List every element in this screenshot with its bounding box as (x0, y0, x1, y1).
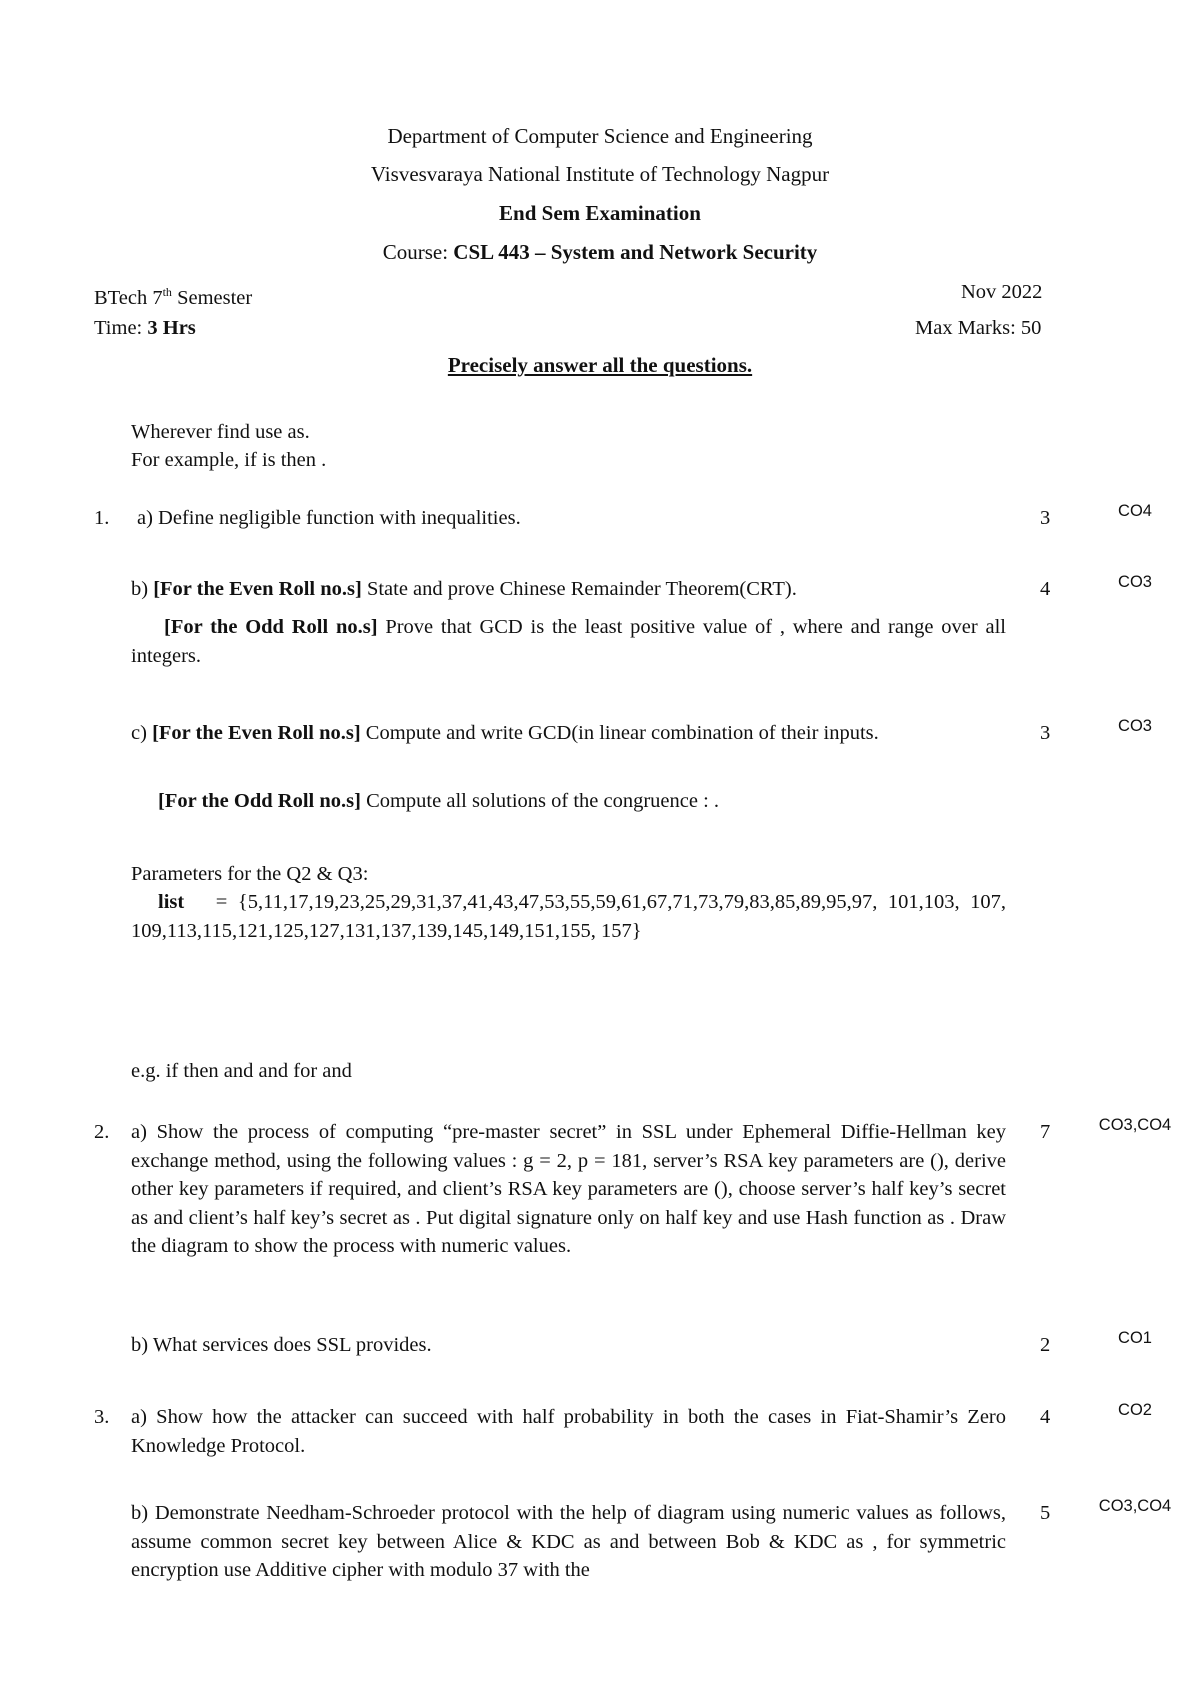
q2b-co: CO1 (1118, 1329, 1152, 1347)
q3b-co: CO3,CO4 (1098, 1497, 1172, 1515)
q1b-even-text: State and prove Chinese Remainder Theorem(CRT). (361, 578, 797, 600)
time-line (94, 314, 196, 343)
program-semester (94, 278, 252, 312)
question-1-number: 1. (94, 507, 110, 529)
params-list-label: list (158, 891, 185, 913)
department-name: Department of Computer Science and Engineering (387, 124, 813, 148)
course-line (0, 240, 1200, 265)
q1b-odd (131, 613, 1006, 670)
q1b-odd-text: Prove that GCD is the least positive value of , where and range over all integers. (131, 616, 1006, 667)
q1a-marks: 3 (1040, 507, 1051, 529)
course-prefix: Course: (382, 240, 454, 264)
instruction: Precisely answer all the questions. (447, 353, 753, 377)
q2a-text: a) Show the process of computing “pre-master secret” in SSL under Ephemeral Diffie-Hellman key exchange method, using the following values : g = 2, p = 181, server’s RSA key parameters are (), derive other key parameters if required, and client’s RSA key parameters are (), choose server’s half key’s secret as and client’s half key’s secret as . Put digital signature only on half key and use Hash function as . Draw the diagram to show the process with numeric values. (131, 1121, 1006, 1257)
q3a-text: a) Show how the attacker can succeed with half probability in both the cases in Fiat-Shamir’s Zero Knowledge Protocol. (131, 1406, 1006, 1457)
q2b-marks: 2 (1040, 1334, 1051, 1356)
q1a-co: CO4 (1118, 502, 1152, 520)
q1c-even-label: [For the Even Roll no.s] (152, 722, 361, 744)
q2a-marks: 7 (1040, 1121, 1051, 1143)
q1c-odd-label: [For the Odd Roll no.s] (158, 790, 361, 812)
note-line-1: Wherever find use as. (131, 421, 310, 443)
q1c-marks: 3 (1040, 722, 1051, 744)
time-value: 3 Hrs (147, 317, 196, 339)
params-title: Parameters for the Q2 & Q3: (131, 863, 369, 885)
program-label: BTech 7 (94, 286, 163, 309)
max-marks: Max Marks: 50 (915, 317, 1042, 339)
params-example: e.g. if then and and for and (131, 1060, 352, 1082)
q3b-marks: 5 (1040, 1502, 1051, 1524)
q3a-co: CO2 (1118, 1401, 1152, 1419)
q1b-co: CO3 (1118, 573, 1152, 591)
q1c-odd-text: Compute all solutions of the congruence : . (360, 790, 720, 812)
q3a-marks: 4 (1040, 1406, 1051, 1428)
course-name: CSL 443 – System and Network Security (453, 240, 818, 264)
question-2-number: 2. (94, 1121, 110, 1143)
exam-title: End Sem Examination (499, 201, 701, 225)
semester-sup: th (162, 285, 172, 299)
q1b-even-label: [For the Even Roll no.s] (153, 578, 362, 600)
params-list (131, 888, 1006, 945)
q1c-prefix: c) (131, 722, 153, 744)
q1c-even-text: Compute and write GCD(in linear combination of their inputs. (360, 722, 879, 744)
q1a-text: a) Define negligible function with inequalities. (137, 507, 521, 529)
q1b-odd-label: [For the Odd Roll no.s] (164, 616, 378, 638)
institute-name: Visvesvaraya National Institute of Technology Nagpur (370, 162, 830, 186)
q1c-odd (158, 787, 719, 816)
q1c-even (131, 719, 1006, 748)
params-list-values: = {5,11,17,19,23,25,29,31,37,41,43,47,53,55,59,61,67,71,73,79,83,85,89,95,97, 101,103, 107, 109,113,115,121,125,127,131,137,139,145,149,151,155, 157} (131, 891, 1006, 942)
q1b-even (131, 575, 797, 604)
question-3-number: 3. (94, 1406, 110, 1428)
q2b-text: b) What services does SSL provides. (131, 1334, 432, 1356)
time-label: Time: (94, 317, 148, 339)
note-line-2: For example, if is then . (131, 449, 327, 471)
q1b-prefix: b) (131, 578, 154, 600)
semester-word: Semester (171, 286, 253, 309)
q1c-co: CO3 (1118, 717, 1152, 735)
exam-date: Nov 2022 (961, 281, 1043, 303)
q1b-marks: 4 (1040, 578, 1051, 600)
q2a-co: CO3,CO4 (1098, 1116, 1172, 1134)
q3b-text: b) Demonstrate Needham-Schroeder protocol with the help of diagram using numeric values as follows, assume common secret key between Alice & KDC as and between Bob & KDC as , for symmetric encryption use Additive cipher with modulo 37 with the (131, 1502, 1006, 1581)
